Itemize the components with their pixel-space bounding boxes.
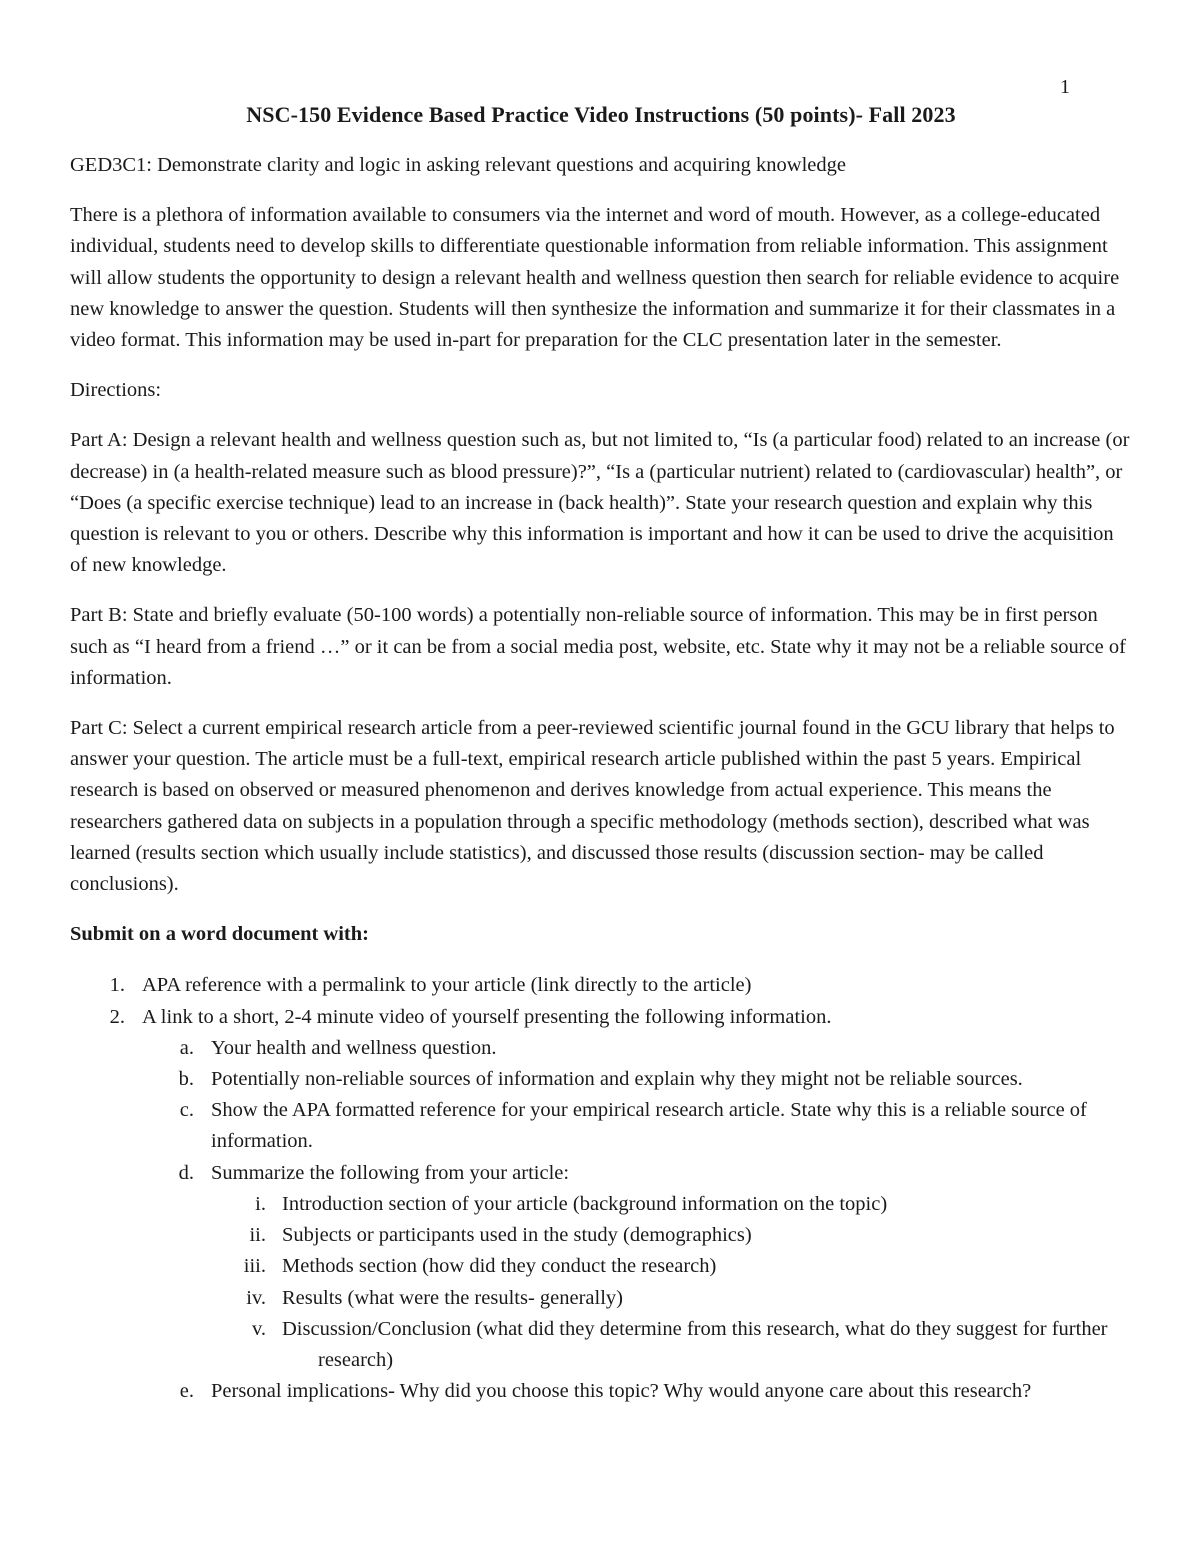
list-letter: d.	[178, 1161, 194, 1184]
list-item	[70, 1033, 1132, 1064]
list-item	[70, 1376, 1132, 1407]
list-item-text: Summarize the following from your article:	[211, 1161, 570, 1184]
list-roman: ii.	[249, 1224, 266, 1247]
implications-list	[70, 1376, 1132, 1407]
page-number: 1	[1060, 76, 1070, 98]
list-item	[70, 1189, 1132, 1220]
document-body	[70, 98, 1132, 1407]
list-item	[70, 1314, 1132, 1376]
list-item-text: Show the APA formatted reference for your empirical research article. State why this is a reliable source of information.	[211, 1099, 1087, 1153]
list-item	[70, 970, 1132, 1001]
list-item-text: Your health and wellness question.	[211, 1036, 497, 1059]
list-item-text-end: research)	[318, 1348, 394, 1371]
list-item	[70, 1002, 1132, 1033]
list-roman: i.	[255, 1192, 266, 1215]
list-letter: e.	[179, 1380, 194, 1403]
intro-paragraph: There is a plethora of information available to consumers via the internet and word of mouth. However, as a college-educated individual, students need to develop skills to differentiate questionable information from reliable information. This assignment will allow students the opportunity to design a relevant health and wellness question then search for reliable evidence to acquire new knowledge to answer the question. Students will then synthesize the information and summarize it for their classmates in a video format. This information may be used in-part for preparation for the CLC presentation later in the semester.	[70, 204, 1120, 352]
list-letter: c.	[179, 1099, 194, 1122]
list-item-text: A link to a short, 2-4 minute video of yourself presenting the following information.	[142, 1005, 832, 1028]
list-item	[70, 1251, 1132, 1282]
list-letter: b.	[178, 1068, 194, 1091]
list-item-text: Personal implications- Why did you choose this topic? Why would anyone care about this research?	[211, 1380, 1032, 1403]
submit-heading: Submit on a word document with:	[70, 923, 369, 946]
objective-paragraph: GED3C1: Demonstrate clarity and logic in asking relevant questions and acquiring knowledge	[70, 154, 846, 176]
part-c-paragraph: Part C: Select a current empirical research article from a peer-reviewed scientific journal found in the GCU library that helps to answer your question. The article must be a full-text, empirical research article published within the past 5 years. Empirical research is based on observed or measured phenomenon and derives knowledge from actual experience. This means the researchers gathered data on subjects in a population through a specific methodology (methods section), described what was learned (results section which usually include statistics), and discussed those results (discussion section- may be called conclusions).	[70, 717, 1115, 896]
list-letter: a.	[179, 1036, 194, 1059]
part-b-paragraph: Part B: State and briefly evaluate (50-100 words) a potentially non-reliable source of information. This may be in first person such as “I heard from a friend …” or it can be from a social media post, website, etc. State why it may not be a reliable source of information.	[70, 604, 1126, 689]
list-item	[70, 1095, 1132, 1157]
list-item	[70, 1220, 1132, 1251]
submission-list	[70, 970, 1132, 1032]
article-summary-list	[70, 1189, 1132, 1376]
list-item-text: Methods section (how did they conduct the research)	[282, 1255, 717, 1278]
list-item-text: Potentially non-reliable sources of information and explain why they might not be reliable sources.	[211, 1068, 1023, 1091]
list-item-text: Discussion/Conclusion (what did they determine from this research, what do they suggest for further	[282, 1317, 1108, 1340]
list-item	[70, 1064, 1132, 1095]
list-roman: iii.	[243, 1255, 266, 1278]
list-item	[70, 1283, 1132, 1314]
list-number: 1.	[109, 974, 125, 997]
list-roman: iv.	[246, 1286, 266, 1309]
part-a-paragraph: Part A: Design a relevant health and wellness question such as, but not limited to, “Is (a particular food) related to an increase (or decrease) in (a health-related measure such as blood pressure)?”, “Is a (particular nutrient) related to (cardiovascular) health”, or “Does (a specific exercise technique) lead to an increase in (back health)”. State your research question and explain why this question is relevant to you or others. Describe why this information is important and how it can be used to drive the acquisition of new knowledge.	[70, 429, 1130, 577]
list-number: 2.	[109, 1005, 125, 1028]
list-item-text: Introduction section of your article (background information on the topic)	[282, 1192, 888, 1215]
list-roman: v.	[251, 1317, 266, 1340]
list-item-text: APA reference with a permalink to your article (link directly to the article)	[142, 974, 752, 997]
list-item	[70, 1158, 1132, 1189]
document-title: NSC-150 Evidence Based Practice Video Instructions (50 points)- Fall 2023	[246, 102, 956, 127]
video-content-list	[70, 1033, 1132, 1189]
list-item-text: Subjects or participants used in the study (demographics)	[282, 1224, 752, 1247]
list-item-text: Results (what were the results- generally)	[282, 1286, 623, 1309]
directions-label: Directions:	[70, 379, 162, 402]
